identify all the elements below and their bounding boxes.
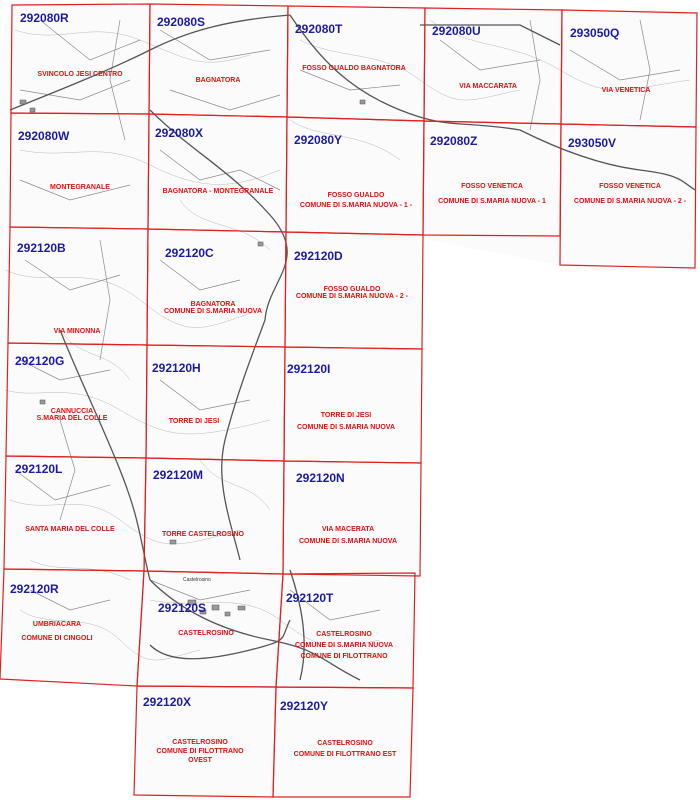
- tile-place-label: CASTELROSINO: [316, 631, 372, 638]
- tile-code: 292080S: [157, 15, 206, 29]
- tile-place-label: COMUNE DI S.MARIA NUOVA: [299, 538, 397, 545]
- tile-place-label: COMUNE DI S.MARIA NUOVA - 2 -: [573, 198, 687, 205]
- tile-code: 292120L: [15, 462, 63, 476]
- tile-code: 292120N: [296, 471, 345, 485]
- tile-place-label: MONTEGRANALE: [50, 184, 110, 191]
- tile-place-label: FOSSO VENETICA: [599, 183, 661, 190]
- tile-place-label: BAGNATORA: [195, 77, 241, 84]
- tile-code: 292120R: [10, 582, 59, 596]
- tile-place-label: COMUNE DI S.MARIA NUOVA: [297, 424, 395, 431]
- tile-place-label: COMUNE DI S.MARIA NUOVA - 1: [438, 198, 546, 205]
- tile-place-label: VIA VENETICA: [601, 87, 651, 94]
- tile-place-label: OVEST: [188, 757, 212, 764]
- tile-place-label: VIA MACERATA: [321, 526, 375, 533]
- tile-code: 292120D: [294, 249, 343, 263]
- tile-code: 292120X: [143, 695, 192, 709]
- tile-place-label: COMUNE DI S.MARIA NUOVA - 1 -: [299, 202, 413, 209]
- tile-place-label: VIA MINONNA: [53, 328, 101, 335]
- tile-place-label: COMUNE DI FILOTTRANO: [156, 748, 244, 755]
- tile-place-label: COMUNE DI FILOTTRANO: [300, 653, 388, 660]
- tile-code: 292120G: [15, 354, 65, 368]
- tile-code: 292120C: [165, 246, 214, 260]
- tile-code: 292120I: [287, 362, 331, 376]
- tile-place-label: TORRE DI JESI: [168, 418, 220, 425]
- tile-place-label: FOSSO VENETICA: [461, 183, 523, 190]
- tile-place-label: CASTELROSINO: [172, 739, 228, 746]
- tile-code: 292120T: [286, 591, 334, 605]
- tile-place-label: TORRE CASTELROSINO: [162, 531, 244, 538]
- tile-code: 292080Z: [430, 134, 478, 148]
- tile-place-label: FOSSO GUALDO BAGNATORA: [302, 65, 406, 72]
- tile-place-label: COMUNE DI S.MARIA NUOVA: [164, 308, 262, 315]
- tile-place-label: BAGNATORA - MONTEGRANALE: [162, 188, 274, 195]
- tile-place-label: SANTA MARIA DEL COLLE: [25, 526, 115, 533]
- tile-code: 292080Y: [294, 133, 343, 147]
- castelrosino-map-label: Castelrosino: [183, 577, 211, 583]
- tile-place-label: CASTELROSINO: [178, 630, 234, 637]
- tile-code: 293050Q: [570, 26, 620, 40]
- tile-place-label: CANNUCCIA: [50, 408, 94, 415]
- tile-place-label: COMUNE DI S.MARIA NUOVA: [295, 642, 393, 649]
- tile-place-label: VIA MACCARATA: [459, 83, 517, 90]
- tile-code: 292120H: [152, 361, 201, 375]
- topographic-basemap: [0, 5, 695, 795]
- tile-place-label: FOSSO GUALDO: [323, 286, 381, 293]
- tile-place-label: COMUNE DI CINGOLI: [21, 635, 93, 642]
- tile-code: 292080R: [20, 11, 69, 25]
- tile-place-label: BAGNATORA: [190, 301, 236, 308]
- tile-code: 292080X: [155, 126, 204, 140]
- tile-place-label: FOSSO GUALDO: [327, 192, 385, 199]
- tile-place-label: UMBRIACARA: [32, 621, 82, 628]
- tile-place-label: SVINCOLO JESI CENTRO: [37, 71, 123, 78]
- tile-place-label: COMUNE DI FILOTTRANO EST: [293, 751, 397, 758]
- tile-code: 292080T: [295, 22, 343, 36]
- tile-code: 293050V: [568, 136, 617, 150]
- tile-place-label: COMUNE DI S.MARIA NUOVA - 2 -: [295, 293, 409, 300]
- tile-place-label: CASTELROSINO: [317, 740, 373, 747]
- tile-code: 292120S: [158, 601, 207, 615]
- tile-code: 292080W: [18, 129, 70, 143]
- tile-code: 292120M: [153, 468, 204, 482]
- tile-place-label: TORRE DI JESI: [320, 412, 372, 419]
- tile-code: 292080U: [432, 24, 481, 38]
- tile-code: 292120B: [17, 241, 66, 255]
- tile-code: 292120Y: [280, 699, 329, 713]
- tile-place-label: S.MARIA DEL COLLE: [36, 415, 108, 422]
